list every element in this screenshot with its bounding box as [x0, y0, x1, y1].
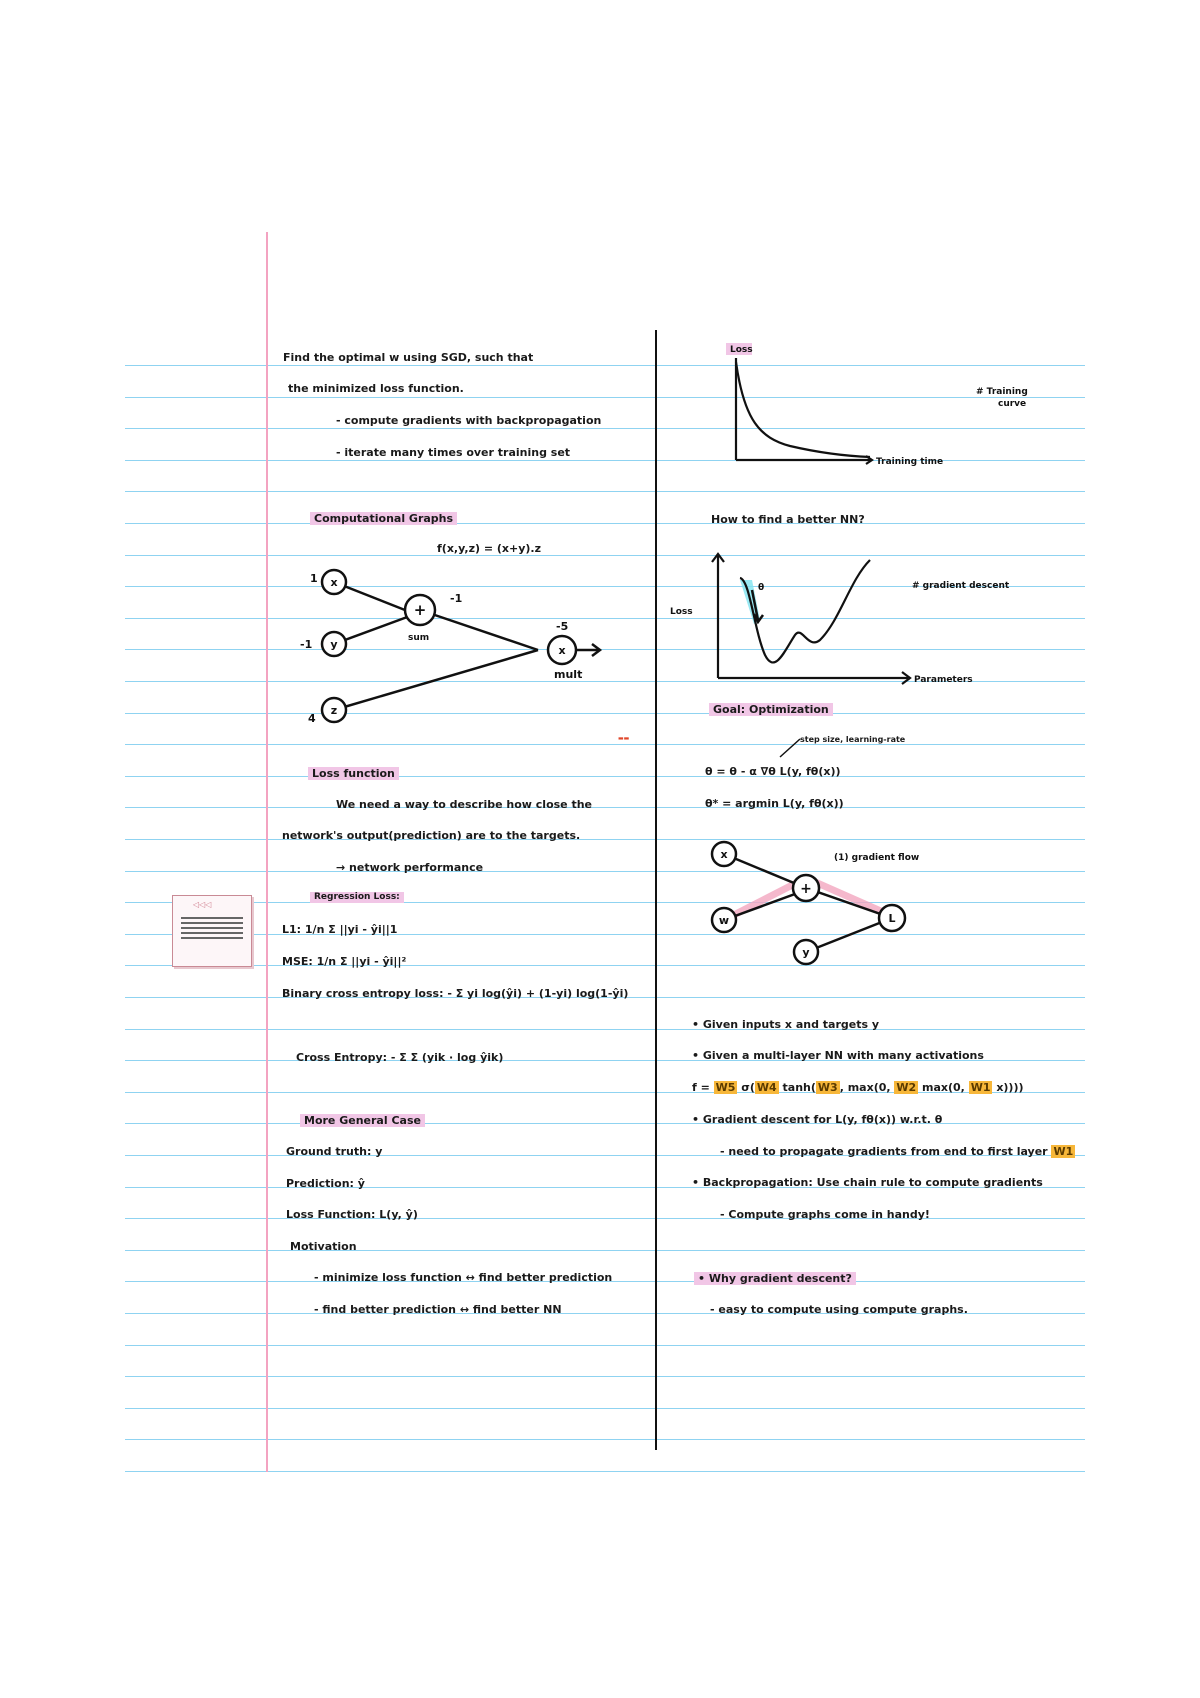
node2-L-label: L [888, 912, 896, 925]
rule-line [125, 1471, 1085, 1472]
gradient-flow-note: (1) gradient flow [834, 853, 920, 863]
step-size-note: step size, learning-rate [800, 735, 906, 744]
update-equation: θ = θ - α ∇θ L(y, fθ(x)) [705, 765, 841, 778]
eq-part-1: σ( [737, 1081, 755, 1094]
edge-z-mult [334, 650, 538, 710]
rule-line [125, 807, 1085, 808]
rule-line [125, 1376, 1085, 1377]
ground-truth: Ground truth: y [286, 1145, 383, 1158]
gradient-flow-graph [710, 840, 950, 970]
eq-w3: W3 [817, 1081, 838, 1094]
regression-heading: Regression Loss: [310, 892, 404, 903]
sum-label: sum [408, 633, 430, 643]
rule-line [125, 1408, 1085, 1409]
x-value: 1 [310, 572, 318, 585]
general-heading: More General Case [300, 1114, 425, 1127]
training-curve-line [736, 362, 870, 457]
goal-heading: Goal: Optimization [709, 703, 833, 716]
rule-line [125, 1439, 1085, 1440]
y-value: -1 [300, 638, 313, 651]
eq-w5: W5 [715, 1081, 736, 1094]
eq-part-9: x)))) [992, 1081, 1024, 1094]
l1-loss: L1: 1/n Σ ||yi - ŷi||1 [282, 923, 398, 936]
rule-line [125, 744, 1085, 745]
prediction: Prediction: ŷ [286, 1177, 365, 1190]
plus-output: -1 [450, 592, 463, 605]
red-marker: ▬▬ [618, 735, 630, 742]
z-value: 4 [308, 712, 316, 725]
gd-theta: θ [758, 583, 765, 593]
propagate-text: - need to propagate gradients from end to first layer [720, 1145, 1052, 1158]
gradient-descent-plot [670, 550, 1070, 690]
network-equation [692, 1082, 1024, 1093]
mse-loss: MSE: 1/n Σ ||yi - ŷi||² [282, 955, 407, 968]
rule-line [125, 1218, 1085, 1219]
computational-graph [300, 560, 630, 730]
margin-line [266, 232, 268, 1472]
motivation-2: - find better prediction ↔ find better NN [314, 1303, 562, 1316]
rule-line [125, 1250, 1085, 1251]
motivation: Motivation [290, 1240, 357, 1253]
eq-part-5: , max(0, [839, 1081, 895, 1094]
bullet-propagate [720, 1146, 1075, 1157]
node-x-label: x [330, 576, 338, 589]
loss-heading: Loss function [308, 767, 399, 780]
mult-output: -5 [556, 620, 569, 633]
node2-plus-label: + [800, 881, 812, 897]
bullet-multi-layer: • Given a multi-layer NN with many activations [692, 1049, 984, 1062]
gd-loss-curve [740, 560, 870, 662]
training-note-1: # Training [976, 387, 1028, 397]
sticky-note[interactable] [172, 895, 252, 967]
argmin-equation: θ* = argmin L(y, fθ(x)) [705, 797, 844, 810]
loss-line-2: network's output(prediction) are to the targets. [282, 829, 581, 842]
motivation-1: - minimize loss function ↔ find better prediction [314, 1271, 613, 1284]
intro-line-2: the minimized loss function. [288, 382, 464, 395]
intro-bullet-1: - compute gradients with backpropagation [336, 414, 602, 427]
node-plus-label: + [413, 601, 427, 619]
eq-prefix: f = [692, 1081, 714, 1094]
eq-w1: W1 [970, 1081, 991, 1094]
bullet-gradient-descent: • Gradient descent for L(y, fθ(x)) w.r.t. θ [692, 1113, 943, 1126]
column-divider [655, 330, 657, 1450]
loss-line-1: We need a way to describe how close the [336, 798, 593, 811]
bullet-given-inputs: • Given inputs x and targets y [692, 1018, 880, 1031]
why-gradient-descent: • Why gradient descent? [694, 1272, 856, 1285]
eq-part-7: max(0, [918, 1081, 969, 1094]
rule-line [125, 1345, 1085, 1346]
eq-w2: W2 [896, 1081, 917, 1094]
training-note-2: curve [998, 399, 1027, 409]
rule-line [125, 1029, 1085, 1030]
bullet-compute-graphs: - Compute graphs come in handy! [720, 1208, 930, 1221]
node2-y-label: y [802, 946, 810, 959]
eq-part-3: tanh( [778, 1081, 816, 1094]
gd-note: # gradient descent [912, 581, 1010, 591]
edge-plus-mult [420, 610, 538, 650]
training-curve-x-label: Training time [876, 457, 944, 467]
sticky-scribble [181, 914, 243, 954]
loss-line-3: → network performance [336, 861, 484, 874]
intro-bullet-2: - iterate many times over training set [336, 446, 571, 459]
bce-loss: Binary cross entropy loss: - Σ yi log(ŷi) + (1-yi) log(1-ŷi) [282, 987, 629, 1000]
ce-loss: Cross Entropy: - Σ Σ (yik · log ŷik) [296, 1051, 504, 1064]
rule-line [125, 776, 1085, 777]
gd-y-label: Loss [670, 607, 693, 617]
node-mult-label: x [558, 644, 566, 657]
node2-w-label: w [718, 914, 730, 927]
training-curve-y-label: Loss [730, 345, 753, 355]
propagate-w1: W1 [1053, 1145, 1074, 1158]
rule-line [125, 523, 1085, 524]
node2-x-label: x [720, 848, 728, 861]
node-z-label: z [330, 704, 338, 717]
loss-fn: Loss Function: L(y, ŷ) [286, 1208, 418, 1221]
gd-x-label: Parameters [914, 675, 973, 685]
better-fit-question: How to find a better NN? [711, 513, 865, 526]
why-answer: - easy to compute using compute graphs. [710, 1303, 968, 1316]
comp-graph-heading: Computational Graphs [310, 512, 457, 525]
training-curve [730, 340, 1060, 470]
comp-graph-formula: f(x,y,z) = (x+y).z [437, 542, 542, 555]
intro-line-1: Find the optimal w using SGD, such that [283, 351, 534, 364]
mult-label: mult [554, 668, 583, 681]
sticky-arrow-icon: ◁◁◁ [193, 900, 212, 909]
rule-line [125, 491, 1085, 492]
node-y-label: y [330, 638, 338, 651]
bullet-backprop: • Backpropagation: Use chain rule to compute gradients [692, 1176, 1043, 1189]
eq-w4: W4 [756, 1081, 777, 1094]
